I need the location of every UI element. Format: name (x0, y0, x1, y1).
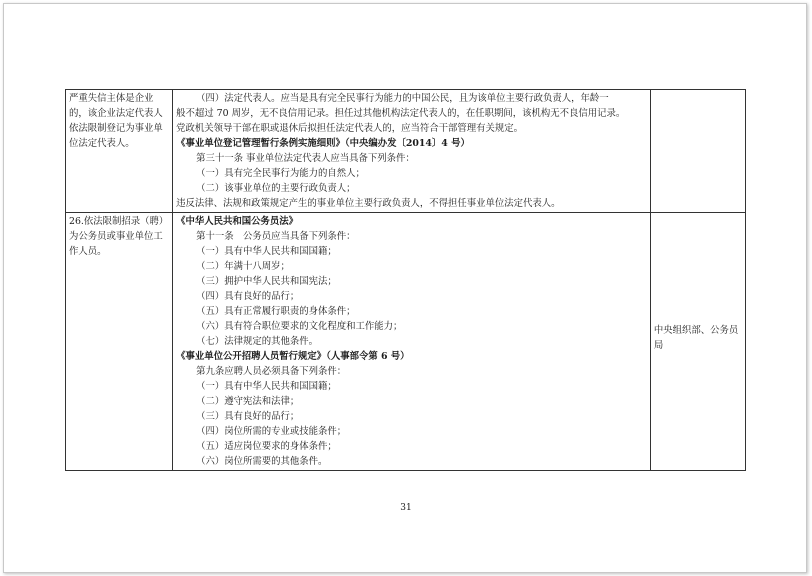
condition-item: （一）具有中华人民共和国国籍； (196, 246, 337, 257)
document-table (65, 89, 746, 471)
basis-line: （四）法定代表人。应当是具有完全民事行为能力的中国公民，且为该单位主要行政负责人，年龄一 (196, 93, 609, 104)
department-text: 中央组织部、公务员局 (653, 325, 739, 351)
condition-item: （三）拥护中华人民共和国宪法； (196, 276, 337, 287)
basis-cell (173, 90, 651, 213)
basis-line: 般不超过 70 周岁，无不良信用记录。担任过其他机构法定代表人的，在任职期间，该机构无不良信用记录。 (176, 108, 626, 119)
condition-item: （六）岗位所需要的其他条件。 (196, 456, 328, 467)
condition-item: （一）具有完全民事行为能力的自然人； (196, 168, 365, 179)
condition-item: （七）法律规定的其他条件。 (196, 336, 319, 347)
basis-line: 违反法律、法规和政策规定产生的事业单位主要行政负责人，不得担任事业单位法定代表人。 (176, 198, 561, 209)
department-cell (650, 90, 745, 213)
article-text: 第十一条 公务员应当具备下列条件： (196, 231, 356, 242)
basis-cell (173, 213, 651, 471)
measure-text: 26.依法限制招录（聘）为公务员或事业单位工作人员。 (69, 216, 169, 257)
condition-item: （三）具有良好的品行； (196, 411, 300, 422)
condition-item: （二）遵守宪法和法律； (196, 396, 300, 407)
condition-item: （二）年满十八周岁； (196, 261, 290, 272)
page-number: 31 (400, 503, 412, 513)
condition-item: （六）具有符合职位要求的文化程度和工作能力； (196, 321, 403, 332)
table-row (66, 90, 746, 213)
condition-item: （二）该事业单位的主要行政负责人； (196, 183, 356, 194)
regulation-heading: 《事业单位公开招聘人员暂行规定》（人事部令第 6 号） (176, 351, 410, 362)
condition-item: （四）岗位所需的专业或技能条件； (196, 426, 347, 437)
measure-cell (66, 213, 173, 471)
regulation-heading: 《事业单位登记管理暂行条例实施细则》（中央编办发〔2014〕4 号） (176, 138, 470, 149)
regulation-heading: 《中华人民共和国公务员法》 (176, 216, 299, 227)
measure-cell (66, 90, 173, 213)
condition-item: （五）适应岗位要求的身体条件； (196, 441, 337, 452)
measure-text: 严重失信主体是企业的，该企业法定代表人依法限制登记为事业单位法定代表人。 (69, 93, 163, 149)
table-row (66, 213, 746, 471)
article-text: 第三十一条 事业单位法定代表人应当具备下列条件： (196, 153, 415, 164)
condition-item: （一）具有中华人民共和国国籍； (196, 381, 337, 392)
basis-line: 党政机关领导干部在职或退休后拟担任法定代表人的，应当符合干部管理有关规定。 (176, 123, 524, 134)
department-cell (650, 213, 745, 471)
condition-item: （五）具有正常履行职责的身体条件； (196, 306, 356, 317)
condition-item: （四）具有良好的品行； (196, 291, 300, 302)
article-text: 第九条应聘人员必须具备下列条件： (196, 366, 347, 377)
